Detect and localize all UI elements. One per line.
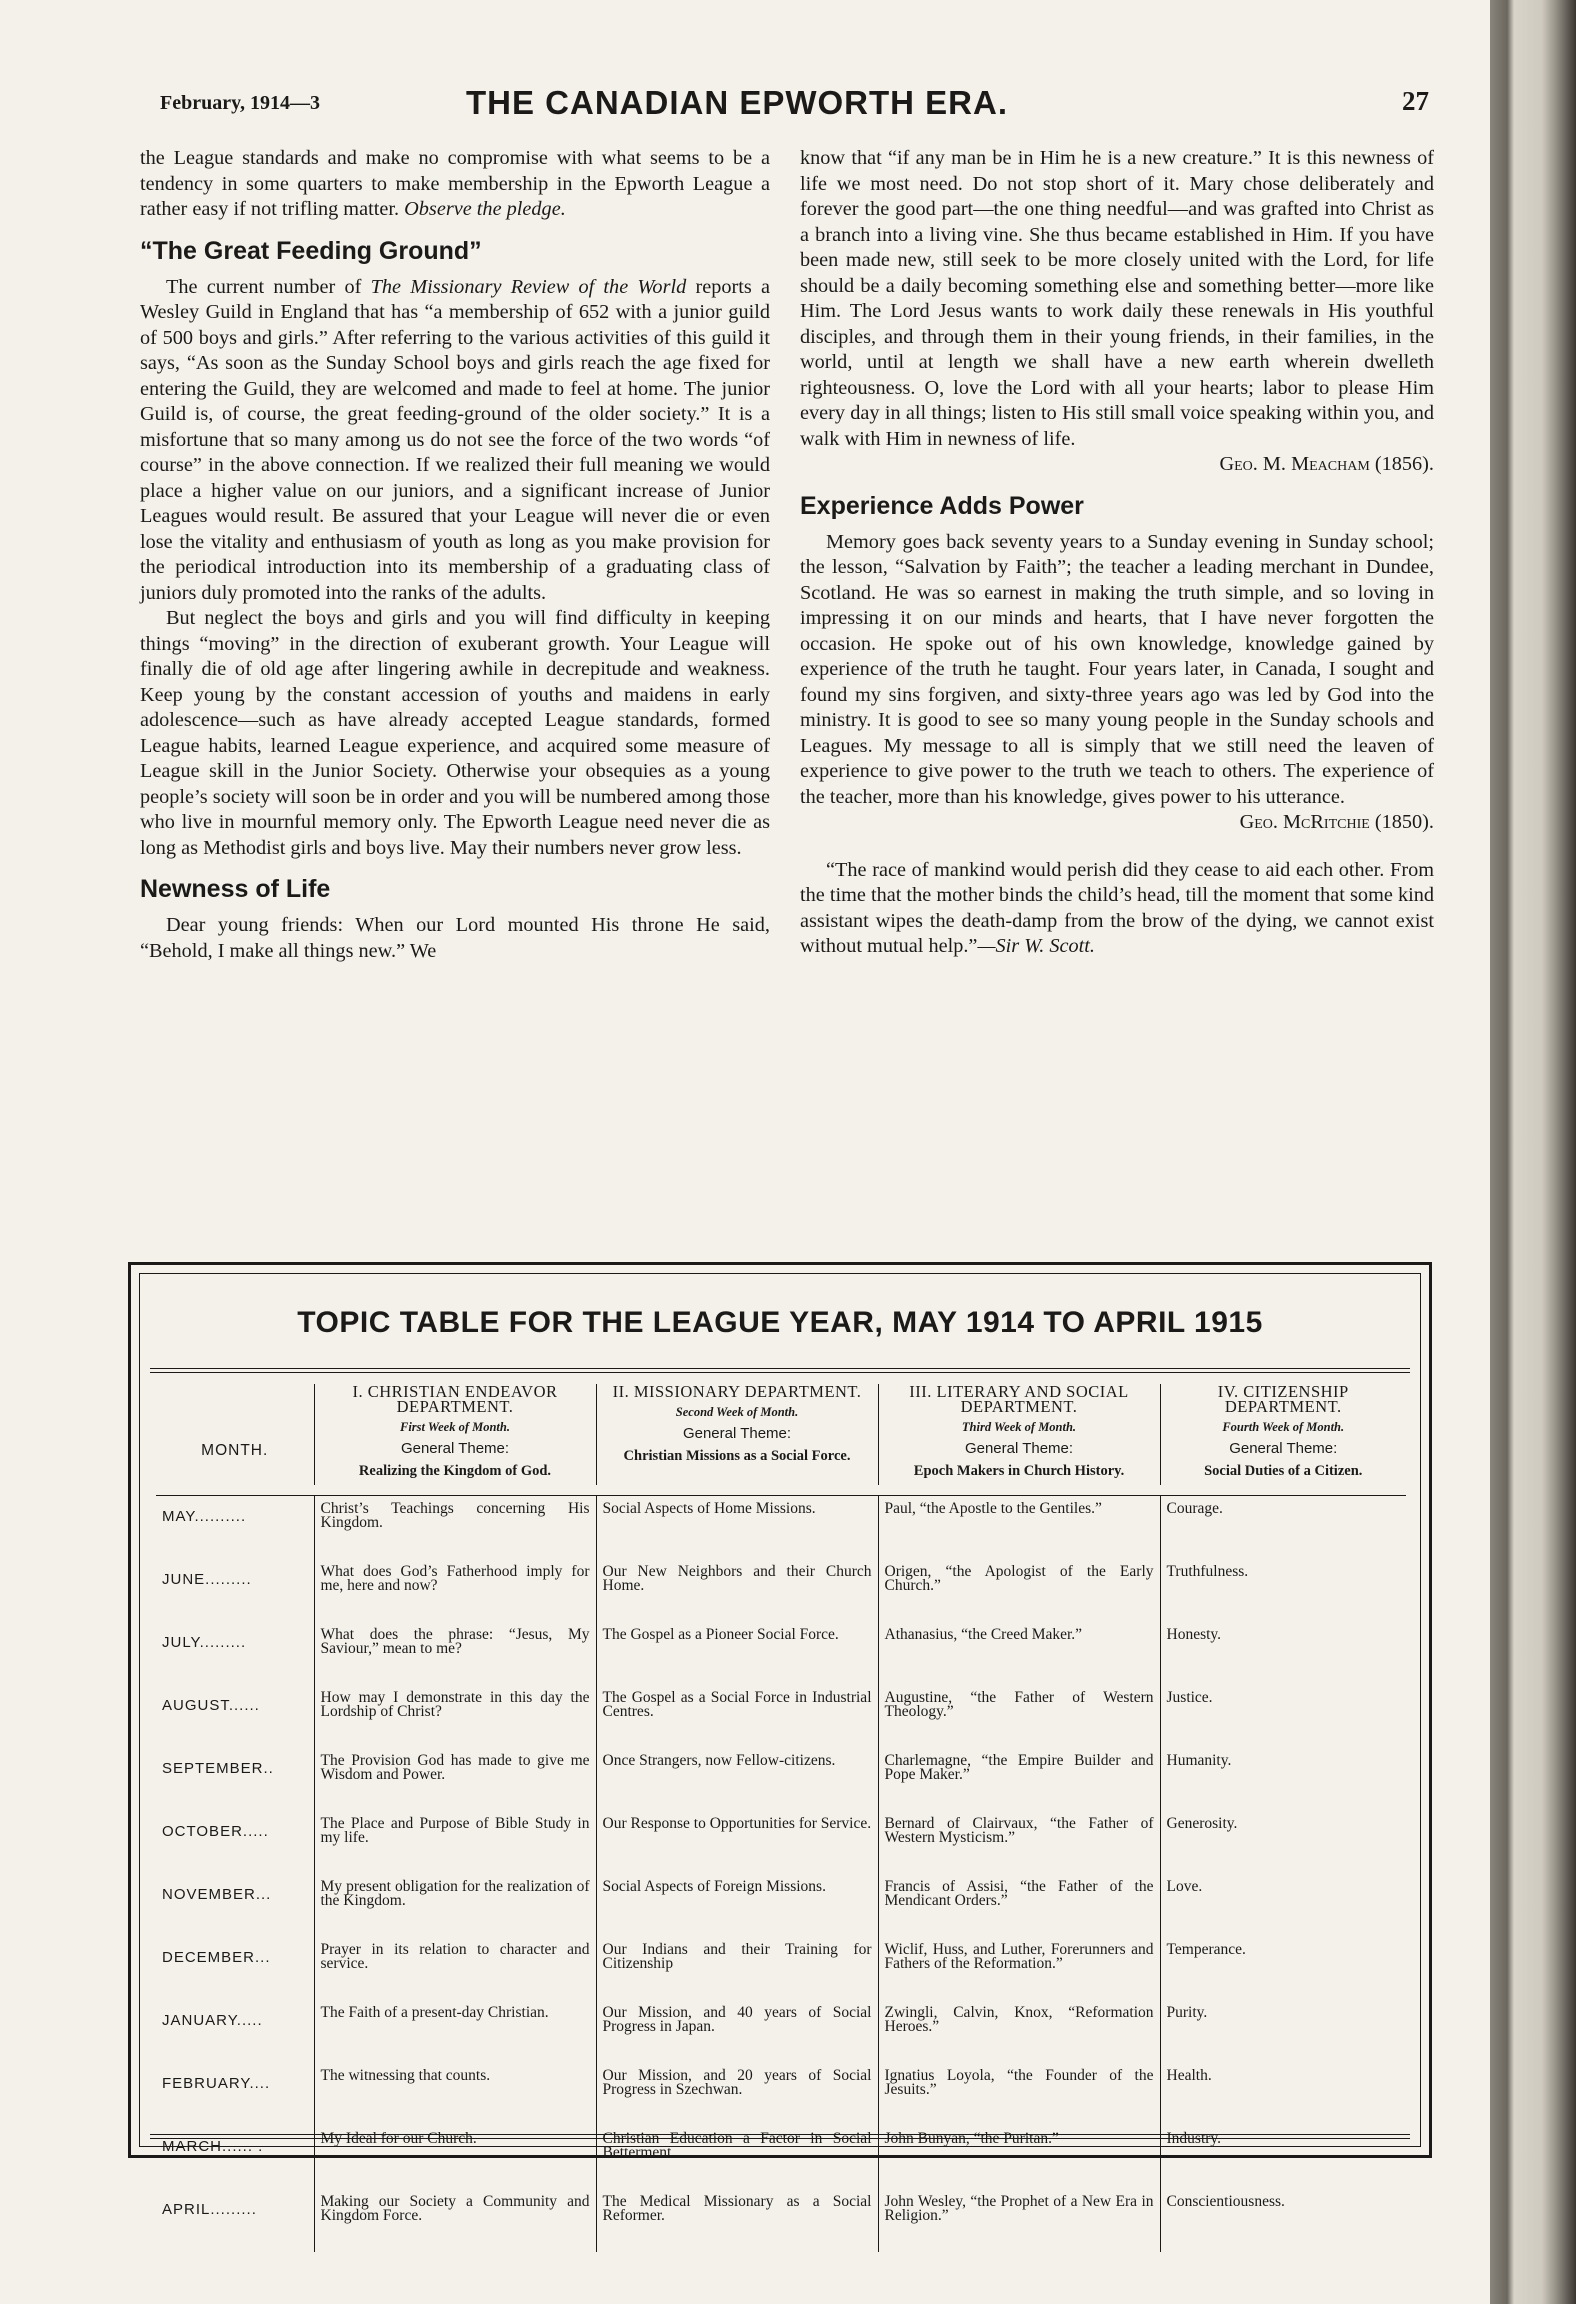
month-cell: JULY......... bbox=[162, 1634, 247, 1651]
topic-cell: The Provision God has made to give me Wisdom and Power. bbox=[314, 1748, 596, 1811]
section-heading: Newness of Life bbox=[140, 875, 331, 903]
topic-cell: Francis of Assisi, “the Father of the Mendicant Orders.” bbox=[878, 1874, 1160, 1937]
topic-cell: John Bunyan, “the Puritan.” bbox=[878, 2126, 1160, 2189]
topic-cell: Truthfulness. bbox=[1160, 1559, 1406, 1622]
topic-table-border bbox=[139, 1273, 1421, 2224]
signature: Geo. McRitchie (1850). bbox=[1239, 811, 1434, 833]
table-row bbox=[156, 1496, 1406, 1560]
quotation: “The race of mankind would perish did they cease to aid each other. From the time that the mother binds the child’s head, till the moment that some kind assistant wipes the death-damp from the brow of the dying, we cannot exist without mutual help.”—Sir W. Scott. bbox=[800, 858, 1434, 957]
topic-cell: Once Strangers, now Fellow-citizens. bbox=[596, 1748, 878, 1811]
topic-cell: Courage. bbox=[1160, 1496, 1406, 1560]
month-cell: AUGUST...... bbox=[162, 1697, 260, 1714]
month-cell: FEBRUARY.... bbox=[162, 2075, 271, 2092]
divider bbox=[150, 1368, 1410, 1369]
month-cell: JUNE......... bbox=[162, 1571, 252, 1588]
topic-cell: Zwingli, Calvin, Knox, “Reformation Heroes.” bbox=[878, 2000, 1160, 2063]
month-column-header: MONTH. bbox=[201, 1442, 269, 1459]
topic-cell: Christian Education a Factor in Social Betterment. bbox=[596, 2126, 878, 2189]
month-cell: MARCH...... . bbox=[162, 2138, 264, 2155]
topic-cell: Justice. bbox=[1160, 1685, 1406, 1748]
topic-table-body bbox=[156, 1496, 1406, 2253]
topic-table-frame bbox=[128, 1262, 1432, 2224]
table-row bbox=[156, 2000, 1406, 2063]
topic-table bbox=[156, 1384, 1406, 2252]
month-cell: MAY.......... bbox=[162, 1508, 247, 1525]
topic-cell: Origen, “the Apologist of the Early Church.” bbox=[878, 1559, 1160, 1622]
topic-cell: The Place and Purpose of Bible Study in my life. bbox=[314, 1811, 596, 1874]
publication-title: THE CANADIAN EPWORTH ERA. bbox=[466, 84, 1008, 121]
page-number: 27 bbox=[1402, 86, 1429, 116]
topic-cell: Paul, “the Apostle to the Gentiles.” bbox=[878, 1496, 1160, 1560]
section-heading: “The Great Feeding Ground” bbox=[140, 236, 482, 265]
table-row bbox=[156, 1811, 1406, 1874]
topic-cell: Honesty. bbox=[1160, 1622, 1406, 1685]
topic-cell: Our New Neighbors and their Church Home. bbox=[596, 1559, 878, 1622]
topic-cell: What does the phrase: “Jesus, My Saviour,” mean to me? bbox=[314, 1622, 596, 1685]
topic-cell: Ignatius Loyola, “the Founder of the Jesuits.” bbox=[878, 2063, 1160, 2126]
topic-cell: What does God’s Fatherhood imply for me, here and now? bbox=[314, 1559, 596, 1622]
section-heading: Experience Adds Power bbox=[800, 491, 1084, 520]
topic-cell: Our Indians and their Training for Citizenship bbox=[596, 1937, 878, 2000]
topic-cell: Our Response to Opportunities for Service. bbox=[596, 1811, 878, 1874]
table-row bbox=[156, 1685, 1406, 1748]
table-row bbox=[156, 1559, 1406, 1622]
table-row bbox=[156, 2126, 1406, 2189]
topic-cell: My Ideal for our Church. bbox=[314, 2126, 596, 2189]
topic-cell: Athanasius, “the Creed Maker.” bbox=[878, 1622, 1160, 1685]
issue-date: February, 1914—3 bbox=[160, 92, 320, 114]
paragraph: know that “if any man be in Him he is a new creature.” It is this newness of life we most need. Do not stop short of it. Mary chose deliberately and forever the good part—the one thing needful—and was grafted into Christ as a branch into a living vine. She thus became established in Him. If you have been made new, still seek to be more closely united with the Lord, for life should be a daily becoming something else and something better—more like Him. The Lord Jesus wants to work daily these renewals in His youthful disciples, and through them in their young friends, in their families, in the world, until at length we shall have a new earth wherein dwelleth righteousness. O, love the Lord with all your hearts; labor to please Him every day in all things; listen to His still small voice speaking within you, and walk with Him in newness of life. Geo. M. Meacham (1856). bbox=[800, 146, 1434, 478]
topic-cell: Our Mission, and 40 years of Social Progress in Japan. bbox=[596, 2000, 878, 2063]
right-column bbox=[800, 146, 1434, 960]
paragraph: the League standards and make no compromise with what seems to be a tendency in some quarters to make membership in the Epworth League a rather easy if not trifling matter. Observe the pledge. bbox=[140, 147, 770, 220]
month-cell: NOVEMBER... bbox=[162, 1886, 272, 1903]
topic-cell: Health. bbox=[1160, 2063, 1406, 2126]
topic-cell: The Faith of a present-day Christian. bbox=[314, 2000, 596, 2063]
department-header: III. LITERARY AND SOCIAL DEPARTMENT. Third Week of Month. General Theme: Epoch Makers in Church History. bbox=[878, 1384, 1160, 1485]
month-cell: OCTOBER..... bbox=[162, 1823, 269, 1840]
table-header-row bbox=[156, 1384, 1406, 1485]
month-cell: JANUARY..... bbox=[162, 2012, 263, 2029]
table-row bbox=[156, 1748, 1406, 1811]
paragraph: The current number of The Missionary Review of the World reports a Wesley Guild in England that has “a membership of 652 with a junior guild of 500 boys and girls.” After referring to the various activities of this guild it says, “As soon as the Sunday School boys and girls reach the age fixed for entering the Guild, they are welcomed and made to feel at home. The junior Guild is, of course, the great feeding-ground of the older society.” It is a misfortune that so many among us do not see the force of the two words “of course” in the above connection. If we realized their full meaning we would place a higher value on our juniors, and a significant increase of Junior Leagues would result. Be assured that your League will never die or even lose the vitality and enthusiasm of youth as long as you make provision for the periodical introduction into its membership of a graduating class of juniors duly promoted into the ranks of the adults. bbox=[140, 275, 770, 604]
signature: Geo. M. Meacham (1856). bbox=[1219, 453, 1434, 475]
topic-cell: Christ’s Teachings concerning His Kingdom. bbox=[314, 1496, 596, 1560]
topic-cell: Prayer in its relation to character and service. bbox=[314, 1937, 596, 2000]
month-cell: SEPTEMBER.. bbox=[162, 1760, 274, 1777]
topic-cell: Making our Society a Community and Kingdom Force. bbox=[314, 2189, 596, 2252]
topic-cell: My present obligation for the realization of the Kingdom. bbox=[314, 1874, 596, 1937]
topic-cell: Our Mission, and 20 years of Social Progress in Szechwan. bbox=[596, 2063, 878, 2126]
topic-cell: The witnessing that counts. bbox=[314, 2063, 596, 2126]
table-row bbox=[156, 2189, 1406, 2252]
topic-cell: Generosity. bbox=[1160, 1811, 1406, 1874]
topic-cell: Social Aspects of Foreign Missions. bbox=[596, 1874, 878, 1937]
topic-table-title: TOPIC TABLE FOR THE LEAGUE YEAR, MAY 1914 TO APRIL 1915 bbox=[297, 1306, 1263, 1339]
topic-cell: Industry. bbox=[1160, 2126, 1406, 2189]
paragraph: But neglect the boys and girls and you will find difficulty in keeping things “moving” in the direction of exuberant growth. Your League will finally die of old age after lingering awhile in decrepitude and weakness. Keep young by the constant accession of youths and maidens in early adolescence—such as have already accepted League standards, formed League habits, learned League experience, and acquired some measure of League skill in the Junior Society. Otherwise your obsequies as a young people’s society will soon be in order and you will be numbered among those who live in mournful memory only. The Epworth League need never die as long as Methodist girls and boys live. May their numbers never grow less. bbox=[140, 607, 770, 859]
topic-cell: Bernard of Clairvaux, “the Father of Western Mysticism.” bbox=[878, 1811, 1160, 1874]
left-column bbox=[140, 146, 770, 964]
department-header: IV. CITIZENSHIP DEPARTMENT. Fourth Week of Month. General Theme: Social Duties of a Citizen. bbox=[1160, 1384, 1406, 1485]
topic-cell: The Gospel as a Pioneer Social Force. bbox=[596, 1622, 878, 1685]
topic-cell: Wiclif, Huss, and Luther, Forerunners and Fathers of the Reformation.” bbox=[878, 1937, 1160, 2000]
topic-cell: Augustine, “the Father of Western Theology.” bbox=[878, 1685, 1160, 1748]
department-header: I. CHRISTIAN ENDEAVOR DEPARTMENT. First Week of Month. General Theme: Realizing the Kingdom of God. bbox=[314, 1384, 596, 1485]
topic-cell: Humanity. bbox=[1160, 1748, 1406, 1811]
divider bbox=[150, 1372, 1410, 1373]
topic-cell: Love. bbox=[1160, 1874, 1406, 1937]
topic-cell: Conscientiousness. bbox=[1160, 2189, 1406, 2252]
topic-cell: How may I demonstrate in this day the Lordship of Christ? bbox=[314, 1685, 596, 1748]
topic-cell: The Medical Missionary as a Social Reformer. bbox=[596, 2189, 878, 2252]
topic-cell: Purity. bbox=[1160, 2000, 1406, 2063]
department-header: II. MISSIONARY DEPARTMENT. Second Week of Month. General Theme: Christian Missions as a Social Force. bbox=[596, 1384, 878, 1485]
topic-cell: Social Aspects of Home Missions. bbox=[596, 1496, 878, 1560]
topic-cell: Charlemagne, “the Empire Builder and Pope Maker.” bbox=[878, 1748, 1160, 1811]
topic-cell: Temperance. bbox=[1160, 1937, 1406, 2000]
book-spine bbox=[1490, 0, 1576, 2304]
table-row bbox=[156, 2063, 1406, 2126]
paragraph: Memory goes back seventy years to a Sunday evening in Sunday school; the lesson, “Salvation by Faith”; the teacher a leading merchant in Dundee, Scotland. He was so earnest in making the truth simple, and so loving in impressing it on our minds and hearts, that I have never forgotten the occasion. He spoke out of his own knowledge, knowledge gained by experience of the truth he taught. Four years later, in Canada, I sought and found my sins forgiven, and sixty-three years ago was led by God into the ministry. It is good to see so many young people in the Sunday schools and Leagues. My message to all is simply that we still need the leaven of experience to give power to the truth we teach to others. The experience of the teacher, more than his knowledge, gives power to his utterance. Geo. McRitchie (1850). bbox=[800, 530, 1434, 836]
table-row bbox=[156, 1937, 1406, 2000]
paragraph: Dear young friends: When our Lord mounted His throne He said, “Behold, I make all things new.” We bbox=[140, 914, 770, 962]
month-cell: DECEMBER... bbox=[162, 1949, 271, 1966]
month-cell: APRIL......... bbox=[162, 2201, 257, 2218]
table-row bbox=[156, 1874, 1406, 1937]
table-row bbox=[156, 1622, 1406, 1685]
topic-cell: John Wesley, “the Prophet of a New Era in Religion.” bbox=[878, 2189, 1160, 2252]
topic-cell: The Gospel as a Social Force in Industrial Centres. bbox=[596, 1685, 878, 1748]
